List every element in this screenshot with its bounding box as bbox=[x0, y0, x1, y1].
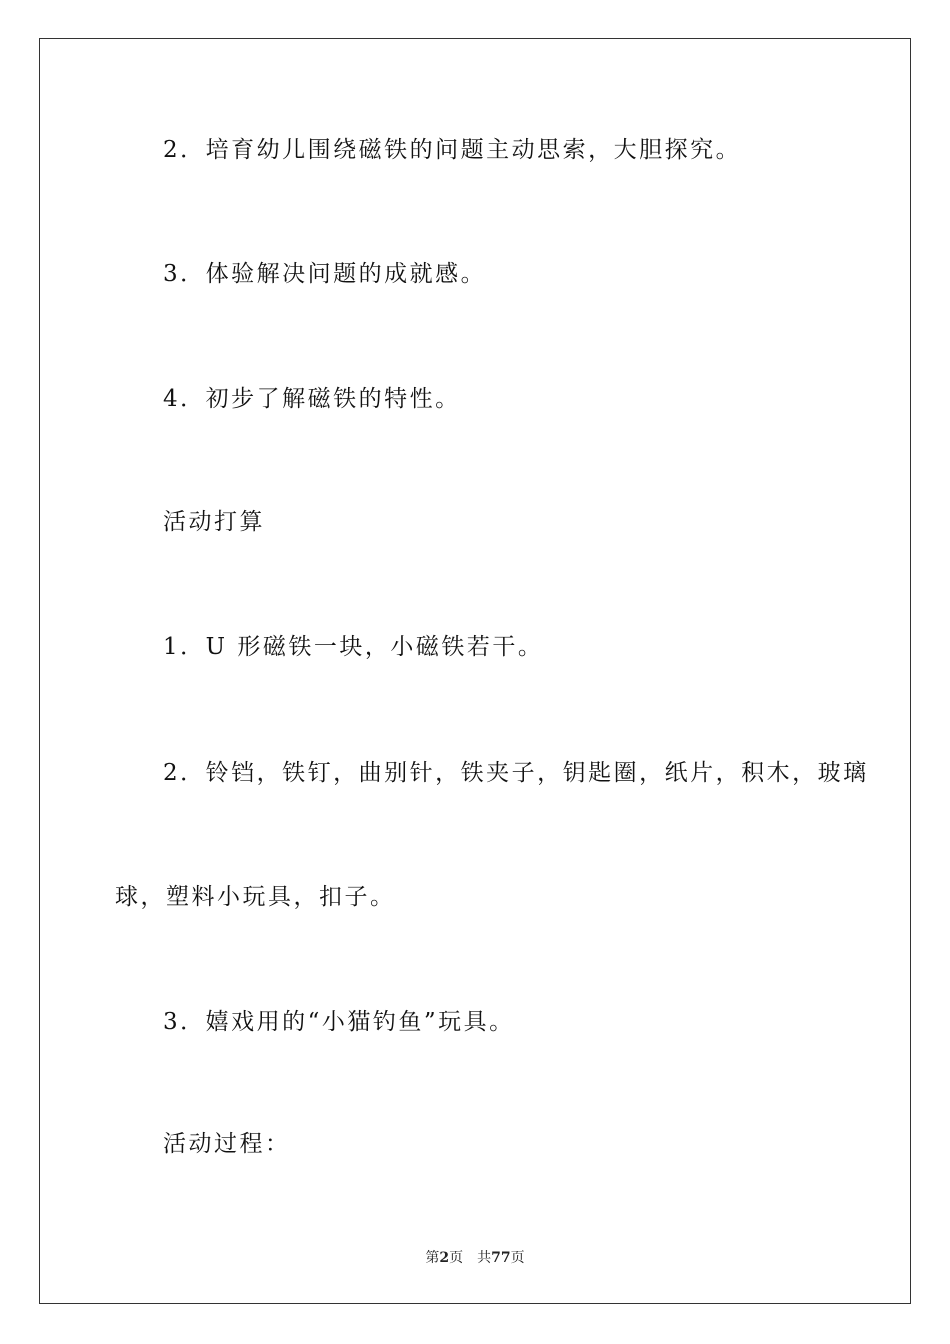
material-item-3: 3．嬉戏用的“小猫钓鱼”玩具。 bbox=[163, 1009, 515, 1035]
page-border bbox=[39, 38, 911, 1304]
footer-total-suffix: 页 bbox=[510, 1250, 525, 1266]
objective-item-3: 3．体验解决问题的成就感。 bbox=[163, 261, 487, 287]
material-item-1: 1．U 形磁铁一块，小磁铁若干。 bbox=[163, 634, 544, 660]
section-heading-process: 活动过程： bbox=[163, 1131, 291, 1157]
section-heading-preparation: 活动打算 bbox=[163, 509, 265, 535]
footer-page-suffix: 页 bbox=[449, 1250, 464, 1266]
objective-item-2: 2．培育幼儿围绕磁铁的问题主动思索，大胆探究。 bbox=[163, 137, 742, 163]
footer-page-prefix: 第 bbox=[425, 1250, 440, 1266]
material-item-2: 2．铃铛，铁钉，曲别针，铁夹子，钥匙圈，纸片，积木，玻璃 bbox=[163, 760, 869, 786]
material-item-2-continued: 球，塑料小玩具，扣子。 bbox=[115, 884, 396, 910]
objective-item-4: 4．初步了解磁铁的特性。 bbox=[163, 386, 461, 412]
page-footer bbox=[0, 1247, 950, 1267]
footer-page-number: 2 bbox=[439, 1250, 450, 1266]
footer-total-prefix: 共 bbox=[477, 1250, 492, 1266]
footer-total-pages: 77 bbox=[491, 1250, 511, 1266]
